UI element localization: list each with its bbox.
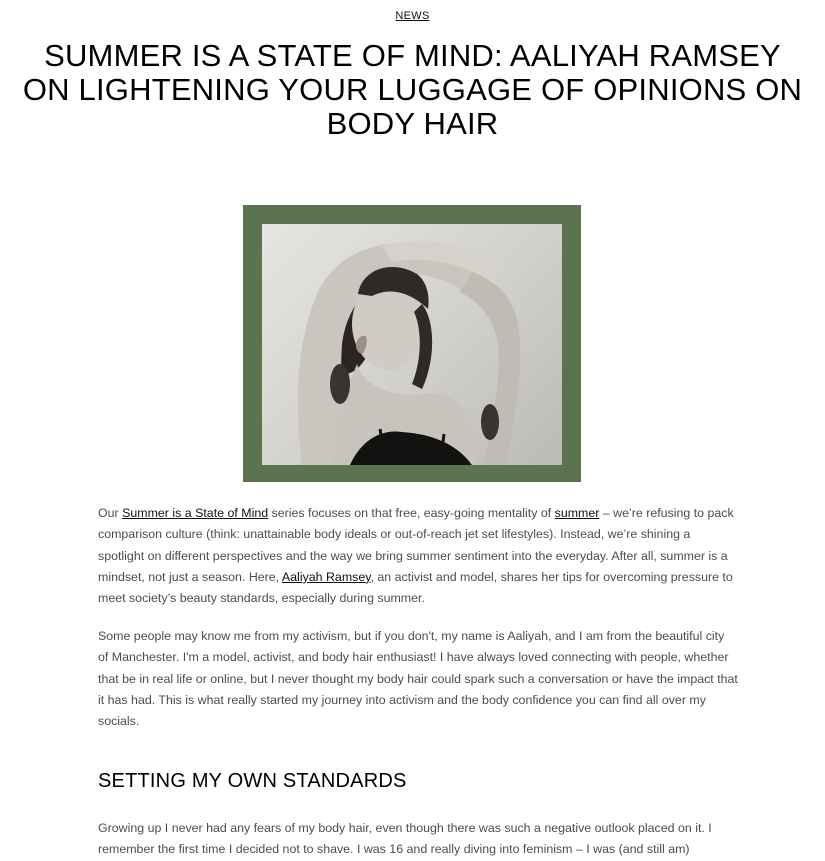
body-paragraph-2: Some people may know me from my activism, but if you don't, my name is Aaliyah, and I am from the beautiful city of Manchester. I'm a model, activist, and body hair enthusiast! I have always loved connecting with people, whether that be in real life or online, but I never thought my body hair could spark such a conversation or have the impact that it has had. This is what really started my journey into activism and the body confidence you can find all over my socials. xyxy=(98,629,738,729)
aaliyah-ramsey-link[interactable]: Aaliyah Ramsey xyxy=(281,569,371,584)
summer-link[interactable]: summer xyxy=(554,506,600,520)
category-link-news[interactable]: NEWS xyxy=(395,10,430,22)
category-label xyxy=(0,10,825,22)
intro-text-2: series focuses on that free, easy-going mentality of xyxy=(268,506,555,520)
section-heading: SETTING MY OWN STANDARDS xyxy=(98,770,407,792)
body-paragraph-3: Growing up I never had any fears of my body hair, even though there was such a negative outlook placed on it. I remember the first time I decided not to shave. I was 16 and really diving into feminism – I was (and still am) xyxy=(98,821,712,857)
article-title: SUMMER IS A STATE OF MIND: AALIYAH RAMSEY ON LIGHTENING YOUR LUGGAGE OF OPINIONS ON BODY HAIR xyxy=(22,38,803,141)
intro-text-3: – we’re refusing to pack comparison culture (think: unattainable body ideals or out-of-reach jet set lifestyles). Instead, we’re shining a spotlight on different perspectives and the way we bring summer sentiment into the everyday. After all, summer is a mindset, not just a season. Here, xyxy=(98,506,734,584)
summer-state-of-mind-link[interactable]: Summer is a State of Mind xyxy=(122,506,269,520)
intro-paragraph xyxy=(98,503,738,609)
hero-image-frame xyxy=(243,205,581,482)
portrait-illustration xyxy=(262,224,562,465)
hero-photo xyxy=(262,224,562,465)
intro-text-1: Our xyxy=(98,506,123,520)
intro-text-4: , an activist and model, shares her tips for overcoming pressure to meet society’s beauty standards, especially during summer. xyxy=(98,569,733,606)
